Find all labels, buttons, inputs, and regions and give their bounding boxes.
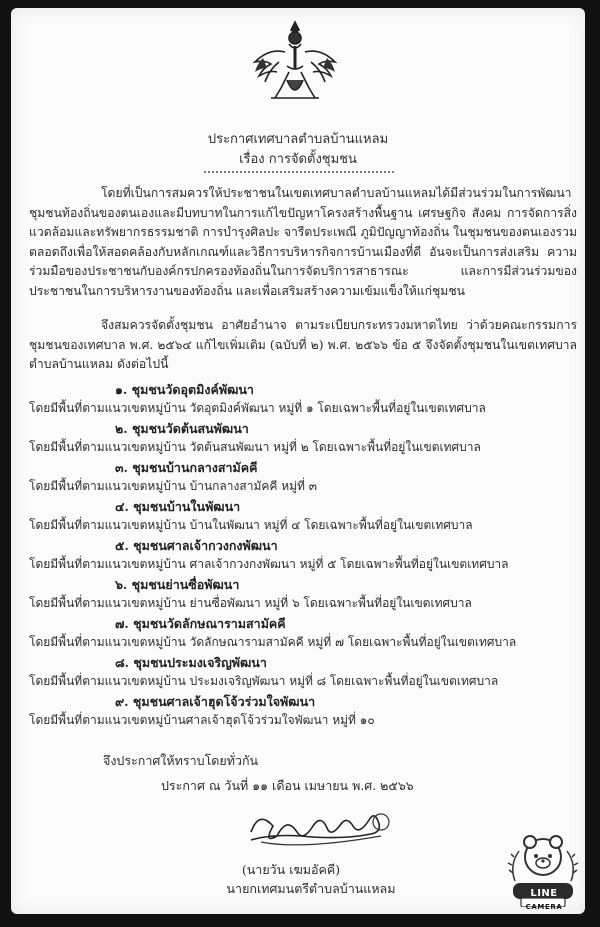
community-name: ๕. ชุมชนศาลเจ้ากวงกงพัฒนา <box>115 538 278 553</box>
community-name: ๓. ชุมชนบ้านกลางสามัคคี <box>115 460 258 475</box>
line-brand-label: LINE <box>530 888 558 899</box>
community-name: ๒. ชุมชนวัดต้นสนพัฒนา <box>115 421 249 436</box>
community-name: ๙. ชุมชนศาลเจ้าฮุดโจ้วร่วมใจพัฒนา <box>115 694 316 709</box>
community-description: โดยมีพื้นที่ตามแนวเขตหมู่บ้าน บ้านกลางสามัคคี หมู่ที่ ๓ <box>29 479 317 493</box>
camera-label: CAMERA <box>525 903 563 911</box>
announcement-date: ประกาศ ณ วันที่ ๑๑ เดือน เมษายน พ.ศ. ๒๕๖๖ <box>161 778 414 793</box>
community-description: โดยมีพื้นที่ตามแนวเขตหมู่บ้าน ศาลเจ้ากวงกงพัฒนา หมู่ที่ ๕ โดยเฉพาะพื้นที่อยู่ในเขตเทศบาล <box>29 557 509 571</box>
signer-name: (นายวัน เฆมอัคคี) <box>241 862 341 877</box>
paragraph-authority: จึงสมควรจัดตั้งชุมชน อาศัยอำนาจ ตามระเบียบกระทรวงมหาดไทย ว่าด้วยคณะกรรมการชุมชนของเทศบาล พ.ศ. ๒๕๖๔ แก้ไขเพิ่มเติม (ฉบับที่ ๒) พ.ศ. ๒๕๖๖ ข้อ ๕ จึงจัดตั้งชุมชนในเขตเทศบาลตำบลบ้านแหลม ดังต่อไปนี้ <box>29 318 577 371</box>
announcement-subject: เรื่อง การจัดตั้งชุมชน <box>239 152 357 167</box>
community-name: ๖. ชุมชนย่านซื่อพัฒนา <box>115 577 240 592</box>
community-name: ๗. ชุมชนวัดลักษณารามสามัคคี <box>115 616 286 631</box>
community-name: ๔. ชุมชนบ้านในพัฒนา <box>115 499 241 514</box>
garuda-emblem-icon <box>249 18 341 106</box>
community-description: โดยมีพื้นที่ตามแนวเขตหมู่บ้าน ประมงเจริญพัฒนา หมู่ที่ ๘ โดยเฉพาะพื้นที่อยู่ในเขตเทศบาล <box>29 674 499 688</box>
community-description: โดยมีพื้นที่ตามแนวเขตหมู่บ้านศาลเจ้าฮุดโจ้วร่วมใจพัฒนา หมู่ที่ ๑๐ <box>29 713 375 727</box>
announcement-title: ประกาศเทศบาลตำบลบ้านแหลม <box>207 132 389 147</box>
paragraph-preamble: โดยที่เป็นการสมควรให้ประชาชนในเขตเทศบาลตำบลบ้านแหลมได้มีส่วนร่วมในการพัฒนาชุมชนท้องถิ่นของตนเองและมีบทบาทในการแก้ไขปัญหาโครงสร้างพื้นฐาน เศรษฐกิจ สังคม การจัดการสิ่งแวดล้อมและทรัพยากรธรรมชาติ การบำรุงศิลปะ จารีตประเพณี ภูมิปัญญาท้องถิ่น ในชุมชนของตนเองรวมตลอดถึงเพื่อให้สอดคล้องกับหลักเกณฑ์และวิธีการบริหารกิจการบ้านเมืองที่ดี อันจะเป็นการส่งเสริม ความร่วมมือของประชาชนกับองค์กรปกครองท้องถิ่นในการจัดบริการสาธารณะ และการมีส่วนร่วมของประชาชนในการบริหารงานของท้องถิ่น และเพื่อเสริมสร้างความเข้มแข็งให้แก่ชุมชน <box>29 186 577 298</box>
signature <box>231 796 421 856</box>
community-name: ๘. ชุมชนประมงเจริญพัฒนา <box>115 655 267 670</box>
dotted-divider <box>204 171 394 173</box>
community-description: โดยมีพื้นที่ตามแนวเขตหมู่บ้าน วัดต้นสนพัฒนา หมู่ที่ ๒ โดยเฉพาะพื้นที่อยู่ในเขตเทศบาล <box>29 440 481 454</box>
community-description: โดยมีพื้นที่ตามแนวเขตหมู่บ้าน วัดลักษณารามสามัคคี หมู่ที่ ๗ โดยเฉพาะพื้นที่อยู่ในเขตเทศบาล <box>29 635 517 649</box>
community-name: ๑. ชุมชนวัดอุตมิงค์พัฒนา <box>115 382 254 397</box>
community-description: โดยมีพื้นที่ตามแนวเขตหมู่บ้าน บ้านในพัฒนา หมู่ที่ ๔ โดยเฉพาะพื้นที่อยู่ในเขตเทศบาล <box>29 518 473 532</box>
signer-position: นายกเทศมนตรีตำบลบ้านแหลม <box>226 881 396 896</box>
closing-announcement: จึงประกาศให้ทราบโดยทั่วกัน <box>103 753 259 768</box>
community-description: โดยมีพื้นที่ตามแนวเขตหมู่บ้าน วัดอุตมิงค์พัฒนา หมู่ที่ ๑ โดยเฉพาะพื้นที่อยู่ในเขตเทศบาล <box>29 401 486 415</box>
document-page <box>11 8 585 914</box>
community-description: โดยมีพื้นที่ตามแนวเขตหมู่บ้าน ย่านซื่อพัฒนา หมู่ที่ ๖ โดยเฉพาะพื้นที่อยู่ในเขตเทศบาล <box>29 596 472 610</box>
